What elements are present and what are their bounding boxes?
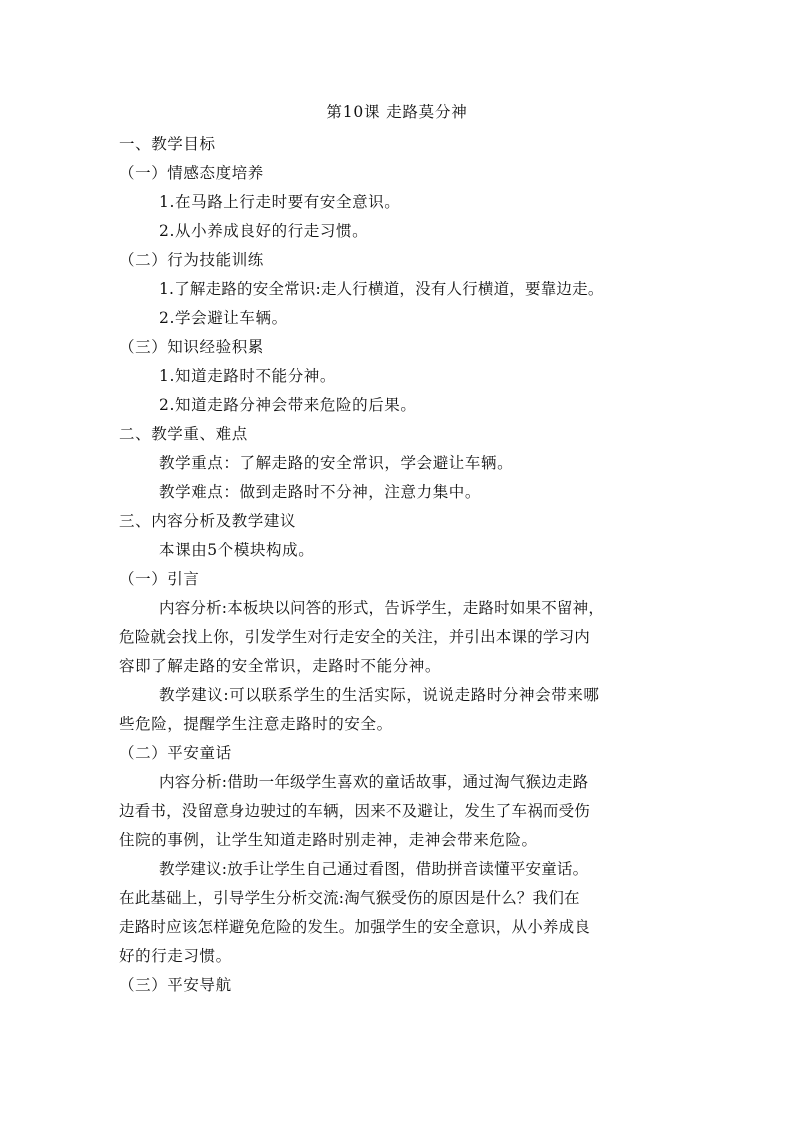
paragraph-line: 内容分析:本板块以问答的形式，告诉学生，走路时如果不留神， <box>159 599 605 617</box>
subsection-heading: （二）平安童话 <box>119 744 232 762</box>
paragraph-line: 教学难点：做到走路时不分神，注意力集中。 <box>159 483 482 501</box>
subsection-heading: （三）平安导航 <box>119 976 232 994</box>
list-item: 2.知道走路分神会带来危险的后果。 <box>159 396 417 414</box>
subsection-heading: （一）情感态度培养 <box>119 164 264 182</box>
paragraph-line: 住院的事例，让学生知道走路时别走神，走神会带来危险。 <box>119 831 538 849</box>
subsection-heading: （一）引言 <box>119 570 200 588</box>
paragraph-line: 边看书，没留意身边驶过的车辆，因来不及避让，发生了车祸而受伤 <box>119 802 591 820</box>
section-heading: 一、教学目标 <box>119 135 216 153</box>
list-item: 1.了解走路的安全常识:走人行横道，没有人行横道，要靠边走。 <box>159 280 604 298</box>
paragraph-line: 好的行走习惯。 <box>119 947 232 965</box>
list-item: 2.学会避让车辆。 <box>159 309 288 327</box>
paragraph-line: 在此基础上，引导学生分析交流:淘气猴受伤的原因是什么？我们在 <box>119 889 580 907</box>
subsection-heading: （三）知识经验积累 <box>119 338 264 356</box>
list-item: 1.知道走路时不能分神。 <box>159 367 336 385</box>
paragraph-line: 教学重点：了解走路的安全常识，学会避让车辆。 <box>159 454 514 472</box>
page-title: 第10课 走路莫分神 <box>326 103 468 121</box>
subsection-heading: （二）行为技能训练 <box>119 251 264 269</box>
paragraph-line: 走路时应该怎样避免危险的发生。加强学生的安全意识，从小养成良 <box>119 918 591 936</box>
paragraph-line: 些危险，提醒学生注意走路时的安全。 <box>119 715 393 733</box>
paragraph-line: 本课由5个模块构成。 <box>159 541 315 559</box>
list-item: 1.在马路上行走时要有安全意识。 <box>159 193 401 211</box>
paragraph-line: 教学建议:放手让学生自己通过看图，借助拼音读懂平安童话。 <box>159 860 589 878</box>
section-heading: 二、教学重、难点 <box>119 425 248 443</box>
section-heading: 三、内容分析及教学建议 <box>119 512 297 530</box>
paragraph-line: 教学建议:可以联系学生的生活实际，说说走路时分神会带来哪 <box>159 686 600 704</box>
paragraph-line: 危险就会找上你，引发学生对行走安全的关注，并引出本课的学习内 <box>119 628 591 646</box>
paragraph-line: 内容分析:借助一年级学生喜欢的童话故事，通过淘气猴边走路 <box>159 773 589 791</box>
paragraph-line: 容即了解走路的安全常识，走路时不能分神。 <box>119 657 442 675</box>
list-item: 2.从小养成良好的行走习惯。 <box>159 222 369 240</box>
